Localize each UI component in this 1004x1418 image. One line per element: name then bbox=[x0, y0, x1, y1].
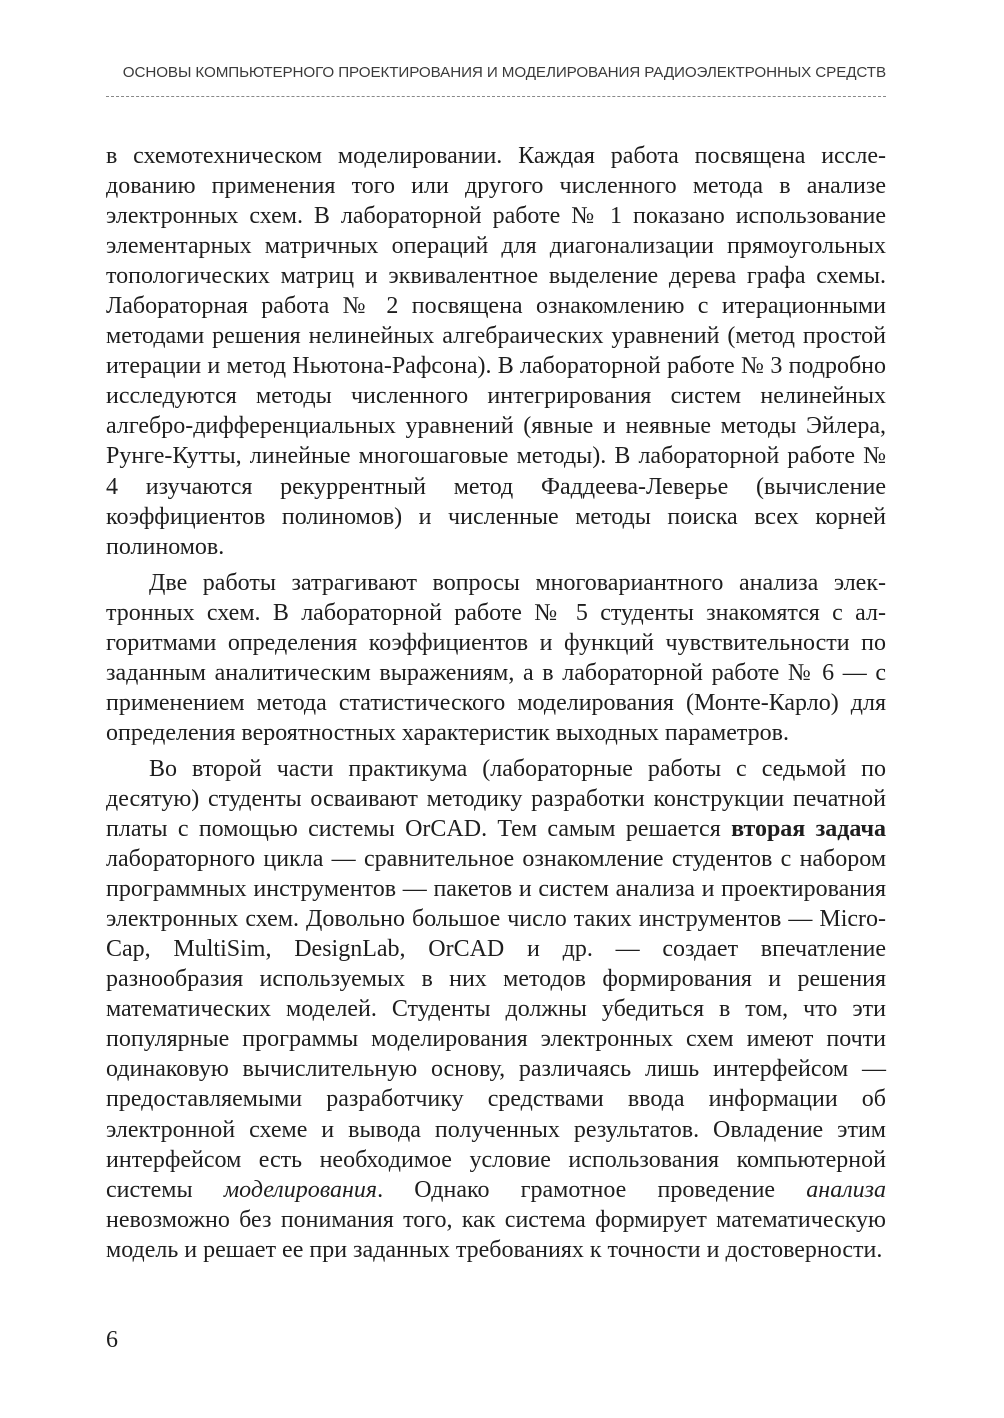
page-body bbox=[106, 141, 886, 1265]
paragraph-3-text-d: невозможно без понимания того, как система формирует математическую модель и решает ее при заданных требованиях к точности и достоверности. bbox=[106, 1206, 886, 1263]
paragraph-3-text-a: Во второй части практикума (лабораторные работы с седьмой по десятую) студенты осваивают методику разработки конструкции печатной платы с помощью системы OrCAD. Тем самым решается bbox=[106, 755, 886, 843]
header-divider bbox=[106, 96, 886, 97]
page-number: 6 bbox=[106, 1327, 118, 1353]
paragraph-2: Две работы затрагивают вопросы многовариантного анализа электронных схем. В лабораторной работе № 5 студенты знакомятся с алгоритмами определения коэффициентов и функций чувствительности по заданным аналитическим выражениям, а в лабораторной работе № 6 — с применением метода статистического моделирования (Монте-Карло) для определения вероятностных характеристик выходных параметров. bbox=[106, 569, 886, 746]
running-header: ОСНОВЫ КОМПЬЮТЕРНОГО ПРОЕКТИРОВАНИЯ И МОДЕЛИРОВАНИЯ РАДИОЭЛЕКТРОННЫХ СРЕДСТВ bbox=[122, 64, 886, 81]
italic-analysis: анализа bbox=[806, 1176, 887, 1203]
paragraph-3-text-b: лабораторного цикла — сравнительное ознакомление студентов с набором программных инструментов — пакетов и систем анализа и проектирования электронных схем. Довольно большое число таких инструментов — Micro-Cap, MultiSim, DesignLab, OrCAD и др. — создает впечатление разнообразия используемых в них методов формирования и решения математических моделей. Студенты должны убедиться в том, что эти популярные программы моделирования электронных схем имеют почти одинаковую вычислительную основу, различаясь лишь интерфейсом — предоставляемыми разработчику средствами ввода информации об электронной схеме и вывода полученных результатов. Овладение этим интерфейсом есть необходимое условие использования компьютерной системы bbox=[106, 846, 886, 1203]
italic-modeling: моделирования bbox=[223, 1176, 378, 1203]
paragraph-3-text-c: . Однако грамотное проведение bbox=[377, 1176, 776, 1203]
paragraph-3 bbox=[106, 754, 886, 1265]
emphasis-second-task: вторая задача bbox=[731, 816, 886, 843]
paragraph-1: в схемотехническом моделировании. Каждая работа посвящена исследованию применения того или другого численного метода в анализе электронных схем. В лабораторной работе № 1 показано использование элементарных матричных операций для диагонализации прямоугольных топологических матриц и эквивалентное выделение дерева графа схемы. Лабораторная работа № 2 посвящена ознакомлению с итерационными методами решения нелинейных алгебраических уравнений (метод простой итерации и метод Ньютона-Рафсона). В лабораторной работе № 3 подробно исследуются методы численного интегрирования систем нелинейных алгебро-дифференциальных уравнений (явные и неявные методы Эйлера, Рунге-Кутты, линейные многошаговые методы). В лабораторной работе № 4 изучаются рекуррентный метод Фаддеева-Леверье (вычисление коэффициентов полиномов) и численные методы поиска всех корней полиномов. bbox=[106, 143, 886, 560]
